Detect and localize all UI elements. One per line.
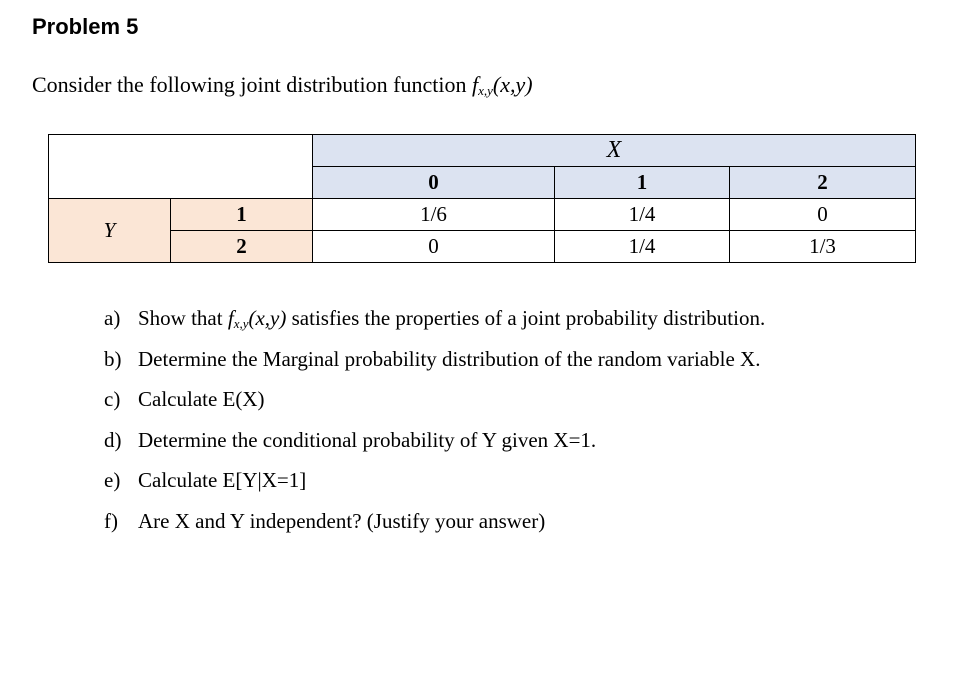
question-label: a): [104, 306, 121, 330]
y-variable-header: Y: [49, 199, 171, 263]
table-cell: 0: [730, 199, 916, 231]
x-value-header: 1: [555, 167, 730, 199]
question-item: [104, 509, 765, 550]
x-value-header: 0: [313, 167, 555, 199]
question-label: f): [104, 508, 118, 533]
x-value-header: 2: [730, 167, 916, 199]
table-corner-cell: [49, 135, 313, 199]
question-label: e): [104, 468, 121, 492]
problem-intro: [32, 72, 533, 99]
y-value-header: 1: [171, 199, 313, 231]
question-label: d): [104, 427, 122, 452]
intro-function: $f_{x,y}(x,y)$: [471, 72, 533, 98]
table-cell: 1/4: [555, 199, 730, 231]
question-text: Determine the conditional probability of Y given X=1.: [138, 427, 597, 452]
question-text: Are X and Y independent? (Justify your answer): [138, 508, 546, 533]
joint-distribution-table: [48, 134, 916, 263]
table-cell: 0: [313, 231, 555, 263]
question-item: [104, 468, 765, 509]
question-item: [104, 347, 765, 388]
problem-title: Problem 5: [32, 14, 139, 39]
question-label: b): [104, 346, 122, 371]
question-text: Calculate E(X): [138, 387, 265, 411]
question-text: Show that $f_{x,y}(x,y)$ satisfies the properties of a joint probability distribution.: [138, 306, 766, 331]
question-label: c): [104, 387, 121, 411]
question-item: [104, 428, 765, 469]
y-value-header: 2: [171, 231, 313, 263]
table-cell: 1/3: [730, 231, 916, 263]
question-list: [104, 306, 765, 549]
question-text: Calculate E[Y|X=1]: [138, 468, 307, 492]
table-cell: 1/4: [555, 231, 730, 263]
question-item: [104, 387, 765, 428]
question-item: [104, 306, 765, 347]
x-variable-header: X: [313, 135, 916, 167]
intro-text: Consider the following joint distribution function: [32, 72, 472, 97]
question-text: Determine the Marginal probability distribution of the random variable X.: [138, 346, 761, 371]
table-cell: 1/6: [313, 199, 555, 231]
